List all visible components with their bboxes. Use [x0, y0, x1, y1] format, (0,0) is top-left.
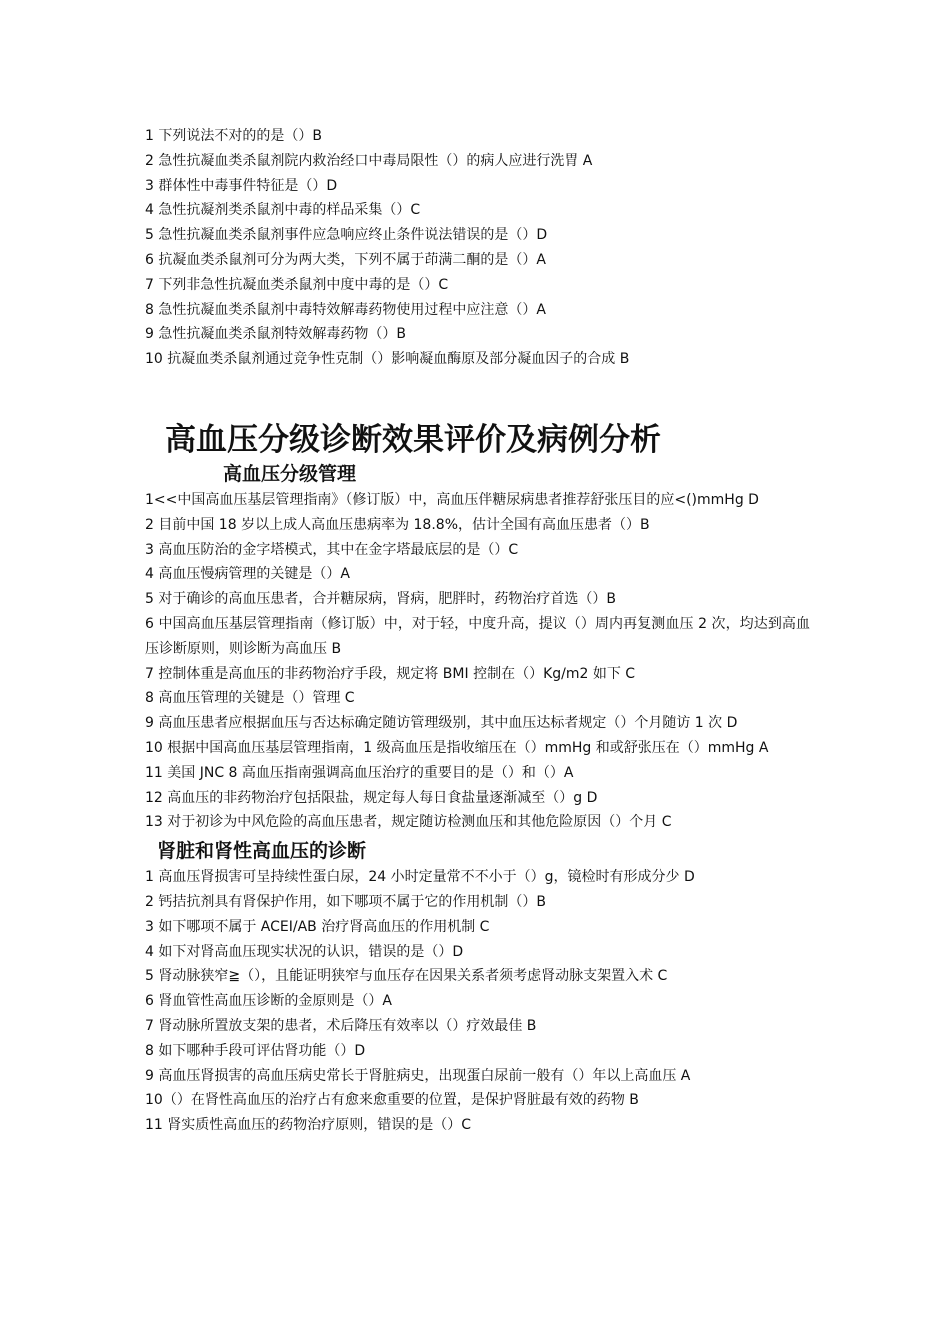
question-line: 8 如下哪种手段可评估肾功能（）D	[145, 1042, 366, 1059]
question-line: 2 急性抗凝血类杀鼠剂院内救治经口中毒局限性（）的病人应进行洗胃 A	[145, 152, 593, 169]
main-title: 高血压分级诊断效果评价及病例分析	[165, 421, 661, 458]
question-line: 9 急性抗凝血类杀鼠剂特效解毒药物（）B	[145, 326, 406, 343]
question-line: 8 高血压管理的关键是（）管理 C	[145, 690, 355, 707]
question-line: 9 高血压肾损害的高血压病史常长于肾脏病史，出现蛋白尿前一般有（）年以上高血压 A	[145, 1067, 691, 1084]
question-line: 11 肾实质性高血压的药物治疗原则，错误的是（）C	[145, 1117, 472, 1134]
question-line: 7 下列非急性抗凝血类杀鼠剂中度中毒的是（）C	[145, 276, 449, 293]
question-line: 4 高血压慢病管理的关键是（）A	[145, 566, 350, 583]
question-line: 10 抗凝血类杀鼠剂通过竞争性克制（）影响凝血酶原及部分凝血因子的合成 B	[145, 351, 630, 368]
section-renal-hypertension-questions	[145, 865, 810, 1138]
question-line: 3 群体性中毒事件特征是（）D	[145, 177, 338, 194]
question-line: 1<<中国高血压基层管理指南》（修订版）中，高血压伴糖尿病患者推荐舒张压目的应<()mmHg D	[145, 491, 759, 508]
question-line: 6 抗凝血类杀鼠剂可分为两大类，下列不属于茚满二酮的是（）A	[145, 251, 546, 268]
question-line: 4 急性抗凝剂类杀鼠剂中毒的样品采集（）C	[145, 202, 421, 219]
question-line: 7 控制体重是高血压的非药物治疗手段，规定将 BMI 控制在（）Kg/m2 如下 C	[145, 665, 636, 682]
question-line: 5 肾动脉狭窄≧（），且能证明狭窄与血压存在因果关系者须考虑肾动脉支架置入术 C	[145, 968, 668, 985]
section-poisoning-questions	[145, 124, 810, 372]
question-line: 2 目前中国 18 岁以上成人高血压患病率为 18.8%，估计全国有高血压患者（）B	[145, 516, 650, 533]
question-line: 4 如下对肾高血压现实状况的认识，错误的是（）D	[145, 943, 464, 960]
question-line: 3 如下哪项不属于 ACEI/AB 治疗肾高血压的作用机制 C	[145, 918, 490, 935]
question-line: 5 急性抗凝血类杀鼠剂事件应急响应终止条件说法错误的是（）D	[145, 227, 548, 244]
question-line: 2 钙拮抗剂具有肾保护作用，如下哪项不属于它的作用机制（）B	[145, 893, 546, 910]
question-line: 7 肾动脉所置放支架的患者，术后降压有效率以（）疗效最佳 B	[145, 1017, 537, 1034]
question-line: 1 高血压肾损害可呈持续性蛋白尿，24 小时定量常不不小于（）g，镜检时有形成分少 D	[145, 869, 695, 886]
section-heading-hypertension-management: 高血压分级管理	[223, 462, 357, 485]
question-line: 1 下列说法不对的的是（）B	[145, 128, 322, 144]
question-line: 5 对于确诊的高血压患者，合并糖尿病，肾病，肥胖时，药物治疗首选（）B	[145, 591, 616, 608]
question-line: 6 肾血管性高血压诊断的金原则是（）A	[145, 993, 392, 1010]
question-line: 10（）在肾性高血压的治疗占有愈来愈重要的位置，是保护肾脏最有效的药物 B	[145, 1092, 639, 1109]
question-line: 13 对于初诊为中风危险的高血压患者，规定随访检测血压和其他危险原因（）个月 C	[145, 814, 672, 831]
question-line: 12 高血压的非药物治疗包括限盐，规定每人每日食盐量逐渐减至（）g D	[145, 789, 598, 806]
section-hypertension-management-questions	[145, 488, 810, 835]
section-heading-renal-hypertension: 肾脏和肾性高血压的诊断	[157, 840, 367, 863]
question-line: 3 高血压防治的金字塔模式，其中在金字塔最底层的是（）C	[145, 541, 519, 558]
question-line: 11 美国 JNC 8 高血压指南强调高血压治疗的重要目的是（）和（）A	[145, 764, 574, 781]
question-line: 8 急性抗凝血类杀鼠剂中毒特效解毒药物使用过程中应注意（）A	[145, 301, 546, 318]
document-page	[145, 124, 810, 1138]
question-line: 6 中国高血压基层管理指南（修订版）中，对于轻，中度升高，提议（）周内再复测血压 2 次，均达到高血压诊断原则，则诊断为高血压 B	[145, 615, 810, 657]
question-line: 10 根据中国高血压基层管理指南，1 级高血压是指收缩压在（）mmHg 和或舒张压在（）mmHg A	[145, 739, 769, 756]
question-line: 9 高血压患者应根据血压与否达标确定随访管理级别，其中血压达标者规定（）个月随访 1 次 D	[145, 715, 738, 732]
